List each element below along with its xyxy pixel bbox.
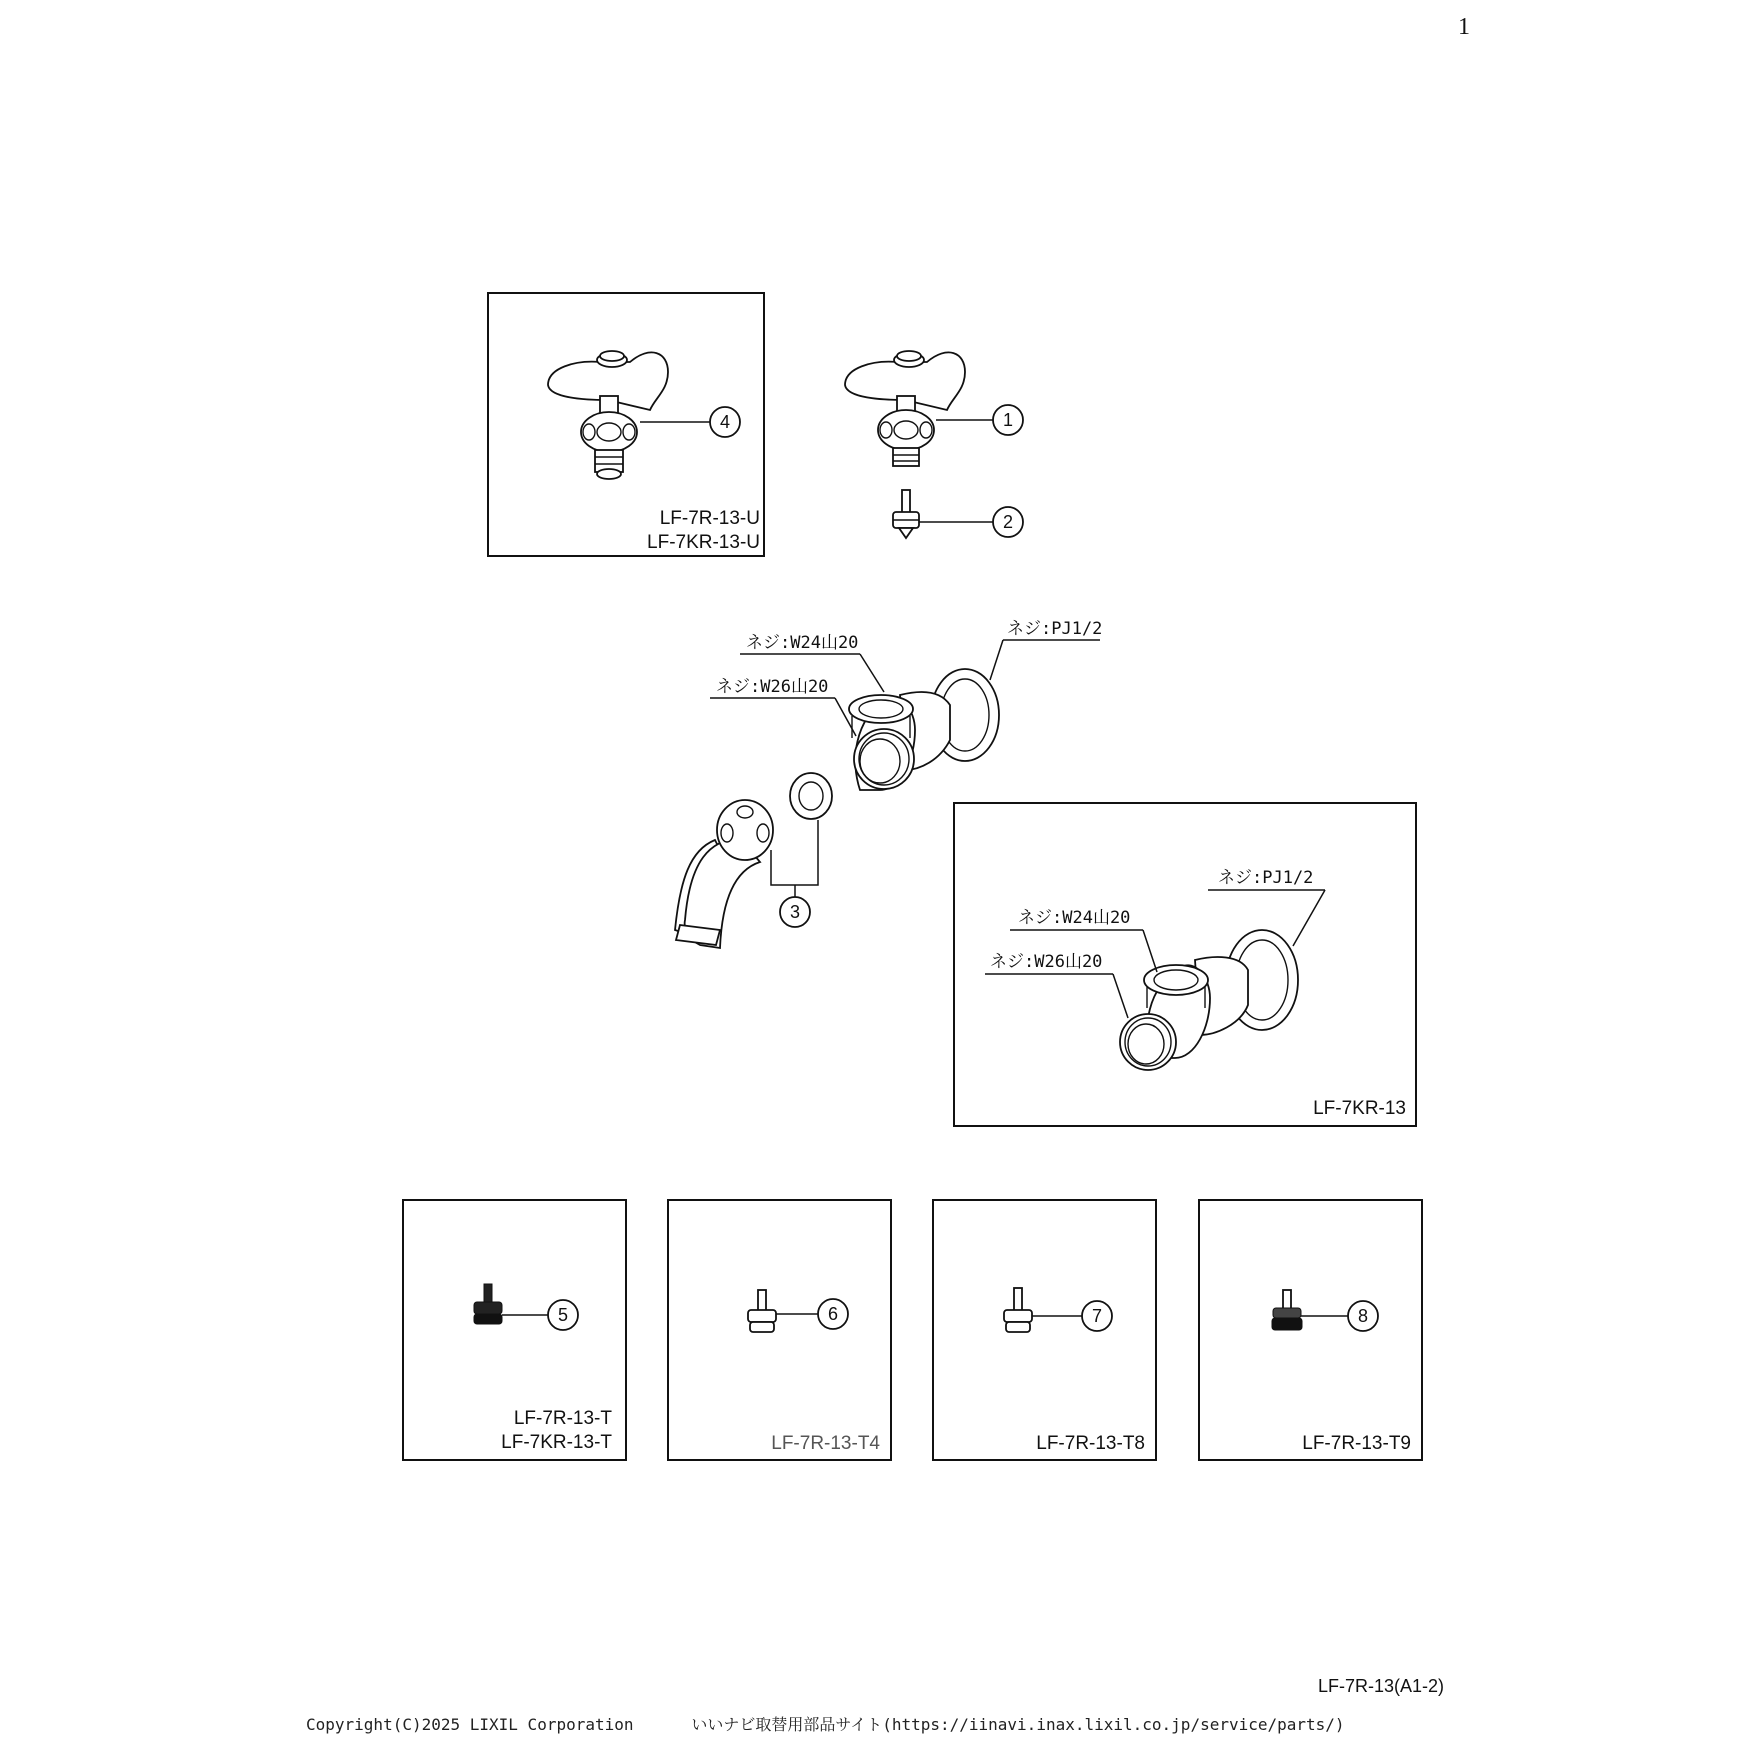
callout-3: 3 bbox=[789, 902, 801, 922]
leader-kr-w26-diag bbox=[1113, 974, 1128, 1018]
valve-seat-6-drawing bbox=[748, 1290, 776, 1332]
callout-6: 6 bbox=[827, 1304, 839, 1324]
packing-drawing bbox=[790, 773, 832, 819]
kr-thread-label-pj: ネジ:PJ1/2 bbox=[1218, 868, 1314, 888]
callout-1: 1 bbox=[1002, 410, 1014, 430]
leader-kr-w24-diag bbox=[1143, 930, 1157, 972]
spout-drawing bbox=[675, 800, 773, 948]
footer-copyright-line bbox=[306, 1712, 1345, 1735]
box-body-kr-label: LF-7KR-13 bbox=[1313, 1098, 1406, 1119]
box-t-label-2: LF-7KR-13-T bbox=[501, 1432, 612, 1453]
document-code: LF-7R-13(A1-2) bbox=[1318, 1676, 1445, 1696]
box-handle-u-label-1: LF-7R-13-U bbox=[659, 508, 760, 529]
box-handle-u-label-2: LF-7KR-13-U bbox=[647, 532, 760, 553]
box-t4 bbox=[668, 1200, 891, 1460]
box-t8 bbox=[933, 1200, 1156, 1460]
kr-thread-label-w26: ネジ:W26山20 bbox=[990, 952, 1103, 972]
copyright-text: Copyright(C)2025 LIXIL Corporation bbox=[306, 1715, 634, 1734]
callout-7: 7 bbox=[1091, 1306, 1103, 1326]
callout-5: 5 bbox=[557, 1305, 569, 1325]
box-t9 bbox=[1199, 1200, 1422, 1460]
faucet-body-kr-drawing bbox=[1120, 930, 1298, 1070]
leader-w24-diag bbox=[860, 654, 884, 692]
kr-thread-label-w24: ネジ:W24山20 bbox=[1018, 908, 1131, 928]
callout-8: 8 bbox=[1357, 1306, 1369, 1326]
faucet-body-drawing bbox=[849, 669, 999, 790]
valve-seat-2-drawing bbox=[893, 490, 919, 538]
callout-2: 2 bbox=[1002, 512, 1014, 532]
valve-seat-8-drawing bbox=[1272, 1290, 1302, 1330]
handle-assembly-1-drawing bbox=[845, 351, 965, 466]
leader-kr-pj-diag bbox=[1293, 890, 1325, 946]
callout-4: 4 bbox=[719, 412, 731, 432]
site-link[interactable]: いいナビ取替用部品サイト(https://iinavi.inax.lixil.co.jp/service/parts/) bbox=[691, 1715, 1345, 1734]
leader-pj-diag bbox=[990, 640, 1003, 680]
valve-seat-5-drawing bbox=[474, 1284, 502, 1324]
page-number: 1 bbox=[1458, 14, 1470, 40]
box-t8-label: LF-7R-13-T8 bbox=[1036, 1433, 1145, 1454]
valve-seat-7-drawing bbox=[1004, 1288, 1032, 1332]
box-t9-label: LF-7R-13-T9 bbox=[1302, 1433, 1411, 1454]
handle-assembly-4-drawing bbox=[548, 351, 668, 479]
box-t-label-1: LF-7R-13-T bbox=[513, 1408, 612, 1429]
thread-label-pj: ネジ:PJ1/2 bbox=[1007, 619, 1103, 639]
box-t4-label: LF-7R-13-T4 bbox=[771, 1433, 880, 1454]
thread-label-w26: ネジ:W26山20 bbox=[716, 677, 829, 697]
leader-3 bbox=[771, 820, 818, 885]
thread-label-w24: ネジ:W24山20 bbox=[746, 633, 859, 653]
